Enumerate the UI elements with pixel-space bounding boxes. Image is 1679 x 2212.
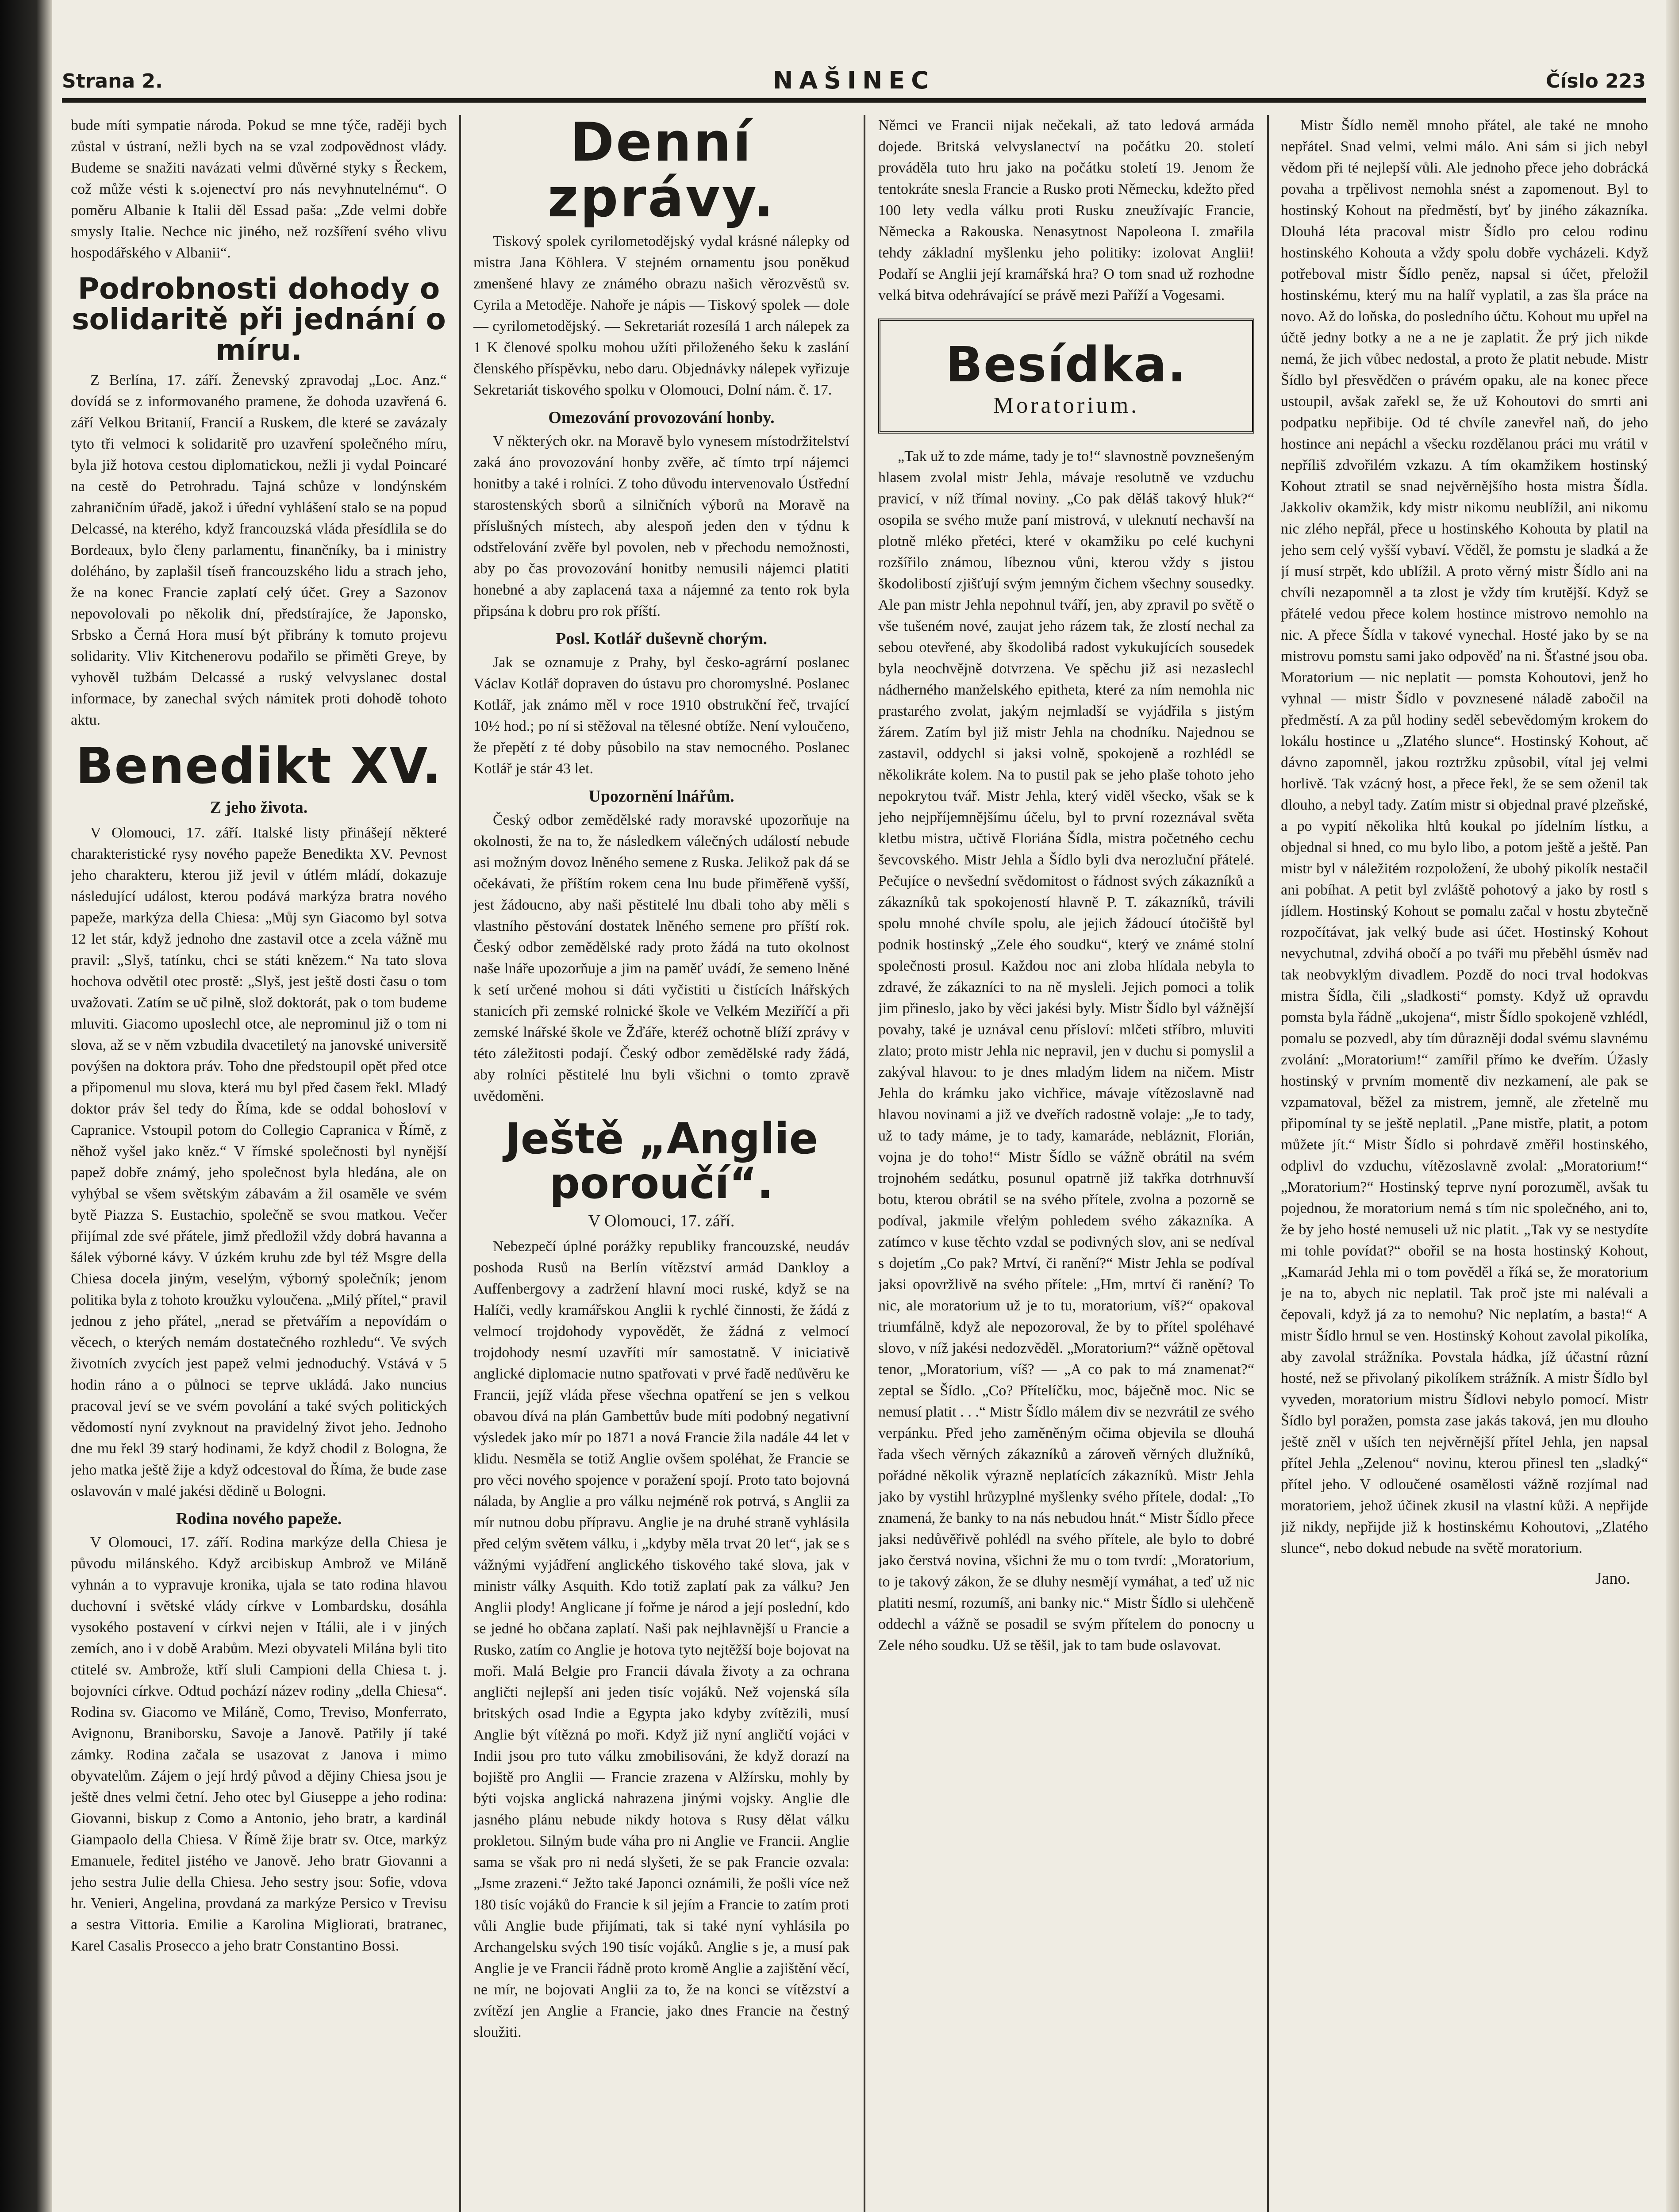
headline-benedikt: Benedikt XV. [76,737,442,795]
article-kotlar-body: Jak se oznamuje z Prahy, byl česko-agrární poslanec Václav Kotlář dopraven do ústavu pro choromyslné. Poslanec Kotlář, jak známo měl v roce 1910 obstrukční řeč, trvající 10½ hod.; po ní si stěžoval na tělesné obtíže. Není vyloučeno, že přepětí z té doby působilo na stav nemocného. Poslanec Kotlář je stár 43 let. [473,654,849,777]
column-rule [459,115,461,2212]
column-rule [1267,115,1269,2212]
feuilleton-box [878,319,1254,434]
article-dohody-body: Z Berlína, 17. září. Ženevský zpravodaj „Loc. Anz.“ dovídá se z informovaného pramene, že dohoda uzavřená 6. září Velkou Britanií, Francií a Ruskem, dle které se zavázaly tyto tři velmoci k solidaritě pro uzavření společného míru, byla již hotova cestou diplomatickou, nežli ji vydal Poincaré na cestě do Petrohradu. Tajná schůze v londýnském zahraničním úřadě, jakož i úřední vyhlášení stalo se na popud Delcassé, na kterého, když francouzská vláda přesídlila se do Bordeaux, bylo členy parlamentu, finančníky, ba i ministry doléháno, by zaplašil tíseň francouzského lidu a strach jeho, že na konec Francie zaplatí celý účet. Grey a Sazonov nepovolovali po několik dní, předstírajíce, že Japonsko, Srbsko a Černá Hora musí být přibrány k tomuto projevu solidarity. Vliv Kitchenerovu podařilo se přiměti Greye, by vyhověl tužbám Delcassé a ruský velvyslanec dostal informace, by zanechal svých námitek proti dohodě tohoto aktu. [71,372,447,728]
column-4 [1281,115,1648,2212]
headline-kotlar: Posl. Kotlář duševně chorým. [555,630,768,648]
column-rule [864,115,865,2212]
page-number: Strana 2. [62,70,163,92]
column-1 [71,115,447,2212]
page-header [62,62,1646,97]
scan-edge-right [1666,0,1679,2212]
article-lnarum-body: Český odbor zemědělské rady moravské upozorňuje na okolnosti, že na to, že následkem válečných událostí nebude asi možným dovoz lněného semene z Ruska. Jelikož pak dá se očekávati, že příštím rokem cena lnu bude přiměřeně vyšší, jest žádoucno, aby naši pěstitelé lnu dbali toho aby měli s vlastního pěstování dostatek lněného semene pro příští rok. Český odbor zemědělské rady proto žádá na tuto okolnost naše lnáře upozorňuje a jim na paměť uvádí, že semeno lněné k setí určené mohou si dáti vyčistiti u čistících lnářských stanicích při zemské rolnické škole ve Velkém Meziříčí a při zemské lnářské škole ve Žďáře, kteréž ochotně blíží zprávy v této záležitosti podají. Český odbor zemědělské rady žádá, aby rolníci pěstitelé lnu byli všichni o tomto zpravě uvědoměni. [473,812,849,1104]
subheadline-benedikt: Z jeho života. [210,798,308,817]
headline-lnarum: Upozornění lnářům. [588,787,734,806]
story-title-moratorium: Moratorium. [993,392,1140,418]
masthead-title: NAŠINEC [773,66,935,94]
author-signature: Jano. [1595,1569,1630,1588]
article-anglie-continuation: Němci ve Francii nijak nečekali, až tato ledová armáda dojede. Britská velvyslanectví na počátku 20. století prováděla tuto hru jako na počátku století 19. Jenom že tentokráte snesla Francie a Rusko proti Německu, kdežto před 100 lety vedla válku proti Rusku zneužívajíc Francie, Německa a Rakouska. Nenasytnost Napoleona I. zmařila tehdy základní myšlenku jeho politiky: izolovat Anglii! Podaří se Anglii její kramářská hra? O tom snad už rozhodne velká bitva odehrávající se právě mezi Paříží a Vogesami. [878,117,1254,303]
section-title-denni-zpravy: Denní zprávy. [547,115,776,229]
story-moratorium-body: „Tak už to zde máme, tady je to!“ slavnostně povznešeným hlasem zvolal mistr Jehla, mávaje resolutně ve vzduchu pravicí, v níž třímal noviny. „Co pak děláš takový hluk?“ osopila se svého muže paní mistrová, v uleknutí nechavší na plotně mléko přetéci, které v okamžiku po celé kuchyni rozšířilo známou, líbeznou vůni, kterou vždy s jistou škodolibostí zjišťují svým jemným čichem všechny sousedky. Ale pan mistr Jehla nepohnul tváří, jen, aby zpravil po světě o vše tušeném nové, zaujat jeho rázem tak, že zlostí nechal za sebou otevřené, aby škodolibá radost vykukujících sousedek byla neochvějně dotvrzena. Ve spěchu již asi nezaslechl nádherného manželského epitheta, které za ním nemohla nic prastarého zvolat, jakým nejmladší se vyjádřila s jistým žárem. Zatím byl již mistr Jehla na chodníku. Najednou se zastavil, oddychl si jaksi volně, spokojeně a rozhlédl se několikráte kolem. Na to pustil pak se jeho plaše tohoto jeho nepokrytou tvář. Mistr Jehla, který viděl všecko, však se k jeho nejpříjemnějšímu účelu, byl to první rozeznával světa kletbu mistra, učtivě Floriána Šídla, mistra početného cechu ševcovského. Mistr Jehla a Šídlo byli dva nerozluční přátelé. Pečujíce o nevšední svědomitost o řádnost svých zákazníků a zákazníků tak spokojeností hlavně P. T. zákazníků, trávili spolu mnohé chvíle spolu, ale jejich žádoucí útočiště byl podnik hostinský „Zele ého soudku“, který ve známé stolní společnosti prosul. Každou noc ani zloba hlídala nebyla to zdravé, že zákazníci to na ně mysleli. Jejich pomoci a tolik jim přineslo, jako by věci jakési byly. Mistr Šídlo byl vážnější povahy, také je uznával cenu přísloví: mlčeti stříbro, mluviti zlato; proto mistr Jehla nic nepravil, jen v duchu si pomyslil a zakýval hlavou: to je dnes mladým lidem na ničem. Mistr Jehla do krámku jako vichřice, mávaje vítězoslavně nad hlavou novinami a již ve dveřích radostně volaje: „Je to tady, už to tady máme, je to tady, kamaráde, nebláznit, Florián, vojna je do toho!“ Mistr Šídlo se vážně obrátil na svém trojnohém sedátku, posunul opatrně již takřka dotrhnuvší botu, kterou obrátil se na svého přítele, zvolna a pozorně se podíval, jakmile vřelým pohledem svého zákazníka. A zatímco v kuse těchto vzdal se podivných slov, ani se nedíval s dojetím „Co pak? Mrtví, či ranění?“ Mistr Jehla se podíval jaksi opovržlivě na svého přítele: „Hm, mrtví či ranění? To nic, ale moratorium už je to tu, moratorium, víš?“ opakoval triumfálně, když ale nepozoroval, že by to přítel spoléhavé slovo, v níž jakési nedozvěděl. „Moratorium?“ vážně opětoval tenor, „Moratorium, víš? — „A co pak to má znamenat?“ zeptal se Šídlo. „Co? Přítelíčku, moc, báječně moc. Nic se nemusí platit . . .“ Mistr Šídlo málem div se nezvrátil ze svého verpánku. Před jeho zaměněným očima objevila se dlouhá řada všech věrných zákazníků a zároveň věrných dlužníků, pořádné několik výrazně neplatících zákazníků. Mistr Jehla jako by vystihl hrůzyplné myšlenky svého přítele, dodal: „To znamená, že banky to na nás nebudou hnát.“ Mistr Šídlo přece jaksi nedůvěřivě pohlédl na svého přítele, ale bylo to dobré jako čerstvá novina, všichni že mu o tom tvrdí: „Moratorium, to je takový zákon, že se dluhy nesmějí vymáhat, a teď už nic platiti nesmí, rozumíš, ani banky nic.“ Mistr Šídlo si ulehčeně oddechl a vážně se posadil se svým přítelem do ponocny u Zele ného soudku. Už se těšil, jak to tam bude oslavovat. [878,448,1254,1654]
article-rodina-body: V Olomouci, 17. září. Rodina markýze della Chiesa je původu milánského. Když arcibiskup Ambrož ve Miláně vyhnán a to vypravuje kronika, ujala se tato rodina hlavou duchovní i světské vlády církve v Lombardsku, dosáhla vysokého postavení v církvi nejen v Itálii, ale i v jiných zemích, ano i v době Arabům. Mezi obyvateli Milána byli tito ctitelé sv. Ambrože, ktří sluli Campioni della Chiesa t. j. bojovníci církve. Odtud pochází název rodiny „della Chiesa“. Rodina sv. Giacomo ve Miláně, Como, Treviso, Monferrato, Avignonu, Braniborsku, Savoje a Janově. Patřily jí také zámky. Rodina začala se usazovat z Janova i mimo obyvatelům. Zájem o její hrdý původ a dějiny Chiesa jsou je ještě dnes velmi četní. Jeho otec byl Giuseppe a jeho rodina: Giovanni, biskup z Como a Antonio, jeho bratr, a kardinál Giampaolo della Chiesa. V Římě žije bratr sv. Otce, markýz Emanuele, ředitel jistého ve Janově. Jeho bratr Giovanni a jeho sestra Julie della Chiesa. Jeho sestry jsou: Sofie, vdova hr. Venieri, Angelina, provdaná za markýze Persico v Trevisu a sestra Vittoria. Emilie a Karolina Migliorati, bratranec, Karel Casalis Prosecco a jeho bratr Constantino Bossi. [71,1534,447,1955]
headline-honby: Omezování provozování honby. [548,408,775,427]
article-honby-body: V některých okr. na Moravě bylo vynesem místodržitelství zaká áno provozování honby zvěře, ač tímto trpí nájemci honitby a také i rolníci. Z toho důvodu intervenovalo Ústřední starostenských sborů a silničních výborů na Moravě na příslušných místech, aby alespoň jeden den v týdnu k odstřelování zvěře byl povolen, neb v přechodu nemožnosti, aby po čas provozování honitby nemusili nájemci platiti honebné a aby zaplacená taxa a nájemné za tento rok byla připsána k dobru pro rok příští. [473,433,849,619]
scan-shadow-left [0,0,52,2212]
section-title-besidka: Besídka. [945,336,1187,393]
issue-number: Číslo 223 [1545,70,1646,92]
column-3 [878,115,1254,2212]
article-tiskovy-spolek: Tiskový spolek cyrilometodějský vydal krásné nálepky od mistra Jana Köhlera. V stejném ornamentu jsou poněkud zmenšené hlavy ze známého obrazu našich věrozvěstů sv. Cyrila a Metoděje. Nahoře je nápis — Tiskový spolek — dole — cyrilometodějský. — Sekretariát rozesílá 1 arch nálepek za 1 K členové spolku mohou užíti přiloženého šeku k zaslání členského příspěvku, nebo daru. Objednávky nálepek vyřizuje Sekretariát tiskového spolku v Olomouci, Dolní nám. č. 17. [473,233,849,398]
header-rule [62,98,1646,103]
article-continuation: bude míti sympatie národa. Pokud se mne týče, raději bych zůstal v ústraní, nežli bych na se vzal zodpovědnost vlády. Budeme se snažiti navázati velmi důvěrné styky s Řeckem, což může vésti k s.ojenectví pro nás nevyhnutelnému“. O poměru Albanie k Italii děl Essad paša: „Zde velmi dobře smysly Italie. Nechce nic jiného, než rozšíření svého vlivu hospodářského v Albanii“. [71,117,447,261]
article-benedikt-body: V Olomouci, 17. září. Italské listy přinášejí některé charakteristické rysy nového papeže Benedikta XV. Pevnost jeho charakteru, kterou již jevil v útlém mládí, dokazuje následující událost, kterou podává markýza bratra nového papeže, markýza della Chiesa: „Můj syn Giacomo byl sotva 12 let stár, když jednoho dne zastavil otce a zcela vážně mu pravil: „Slyš, tatínku, chci se státi knězem.“ Na tato slova hochova odvětil otec prostě: „Slyš, jest ještě dosti času o tom uvažovati. Zatím se uč pilně, slož doktorát, pak o tom budeme mluviti. Giacomo uposlechl otce, ale neprominul již o tom ni slova, až se v něm vzbudila dvacetiletý na janovské universitě povýšen na doktora práv. Toho dne předstoupil opět před otce a připomenul mu slova, která mu byl před časem řekl. Mladý doktor práv šel tedy do Říma, kde se oddal bohosloví v Capranice. Vstoupil potom do Collegio Capranica v Římě, z něhož vyšel jako kněz.“ V římské společnosti byl nynější papež dobře známý, jeho společnost byla hledána, ale on vyhýbal se všem světským zábavám a žil osaměle ve svém bytě Piazza S. Eustachio, společně se svou matkou. Večer přijímal zde své přátele, jimž předložil vždy dobrá havanna a šálek výborné kávy. V úzkém kruhu zde byl též Msgre della Chiesa docela jiným, veselým, výborný společník; jenom politika byla z tohoto kroužku vyloučena. „Milý přítel,“ pravil jednou z jeho přátel, „nerad se přetvářím a nepovídám o věcech, o kterých nemám dostatečného rozhledu“. Ve svých životních zvycích jest papež velmi jednoduchý. Vstává v 5 hodin ráno a o půlnoci se teprve ukládá. Jako nuncius pracoval jeví se ve svém povolání a také svých politických vědomostí nyní zvyknout na pravidelný život jeho. Jednoho dne mu řekl 39 starý hodinami, že když chodil z Bologna, že jeho matka ještě žije a když odcestoval do Říma, že bude zase oslavován v malé jakési dědině u Bologni. [71,825,447,1500]
headline-dohody: Podrobnosti dohody o solidaritě při jednání o míru. [72,272,446,367]
column-2 [473,115,849,2212]
article-anglie-body: Nebezpečí úplné porážky republiky francouzské, neudáv poshoda Rusů na Berlín vítězství armád Dankloy a Auffenbergovy a zadržení hlavní moci ruské, když se na Halíči, vedly kramářskou Anglii k rychlé činnosti, že žádá z velmocí trojdohody vypovědět, že žádná z velmocí trojdohody nesmí uzavříti mír samostatně. V iniciativě anglické diplomacie nutno spatřovati v prvé řadě nedůvěru ke Francii, jejíž vláda přese všechna opatření se jen s velkou obavou dívá na plán Gambettův bude míti podobný negativní výsledek jako mír po 1871 a nová Francie žila nadále 44 let v klidu. Nesměla se totiž Anglie ovšem spoléhat, že Francie se pro věci nového spojence v poražení spojí. Proto tato bojovná nálada, by Anglie a pro válku nejméně rok potrvá, s Anglii za mír nutnou dobu přípravu. Anglie je na druhé straně vyhlásila před celým světem válku, i „kdyby měla trvat 20 let“, jak se s vážnými vyjádření anglického tiskového také slova, jak v ministr války Asquith. Kdo totiž zaplatí pak za válku? Jen Anglii plody! Anglicane jí fořme je národ a její poslední, kdo se jedné ho občana zaplatí. Naši pak nejhlavnější u Francie a Rusko, zatím co Anglie je hotova tyto nejtěžší boje bojovat na moři. Malá Belgie pro Francii dávala životy a za ochrana angličti nejlepší ani jeden tisíc vojáků. Než vojenská síla britských osad Indie a Egypta jako kdyby zvítězili, musí Anglie být vítězná po moři. Když již nyní angličtí vojáci v Indii jsou pro tuto válku zmobilisováni, že když dorazí na bojiště pro Anglii — Francie zrazena v Alžírsku, mohly by býti vojska anglická nahrazena jinými vojsky. Anglie dle jasného plánu nebude nikdy hotova s Rusy dělat válku prokletou. Silným bude váha pro ni Anglie ve Francii. Anglie sama se však pro ni nedá slyšeti, že se pak Francie ozvala: „Jsme zrazeni.“ Ježto také Japonci oznámili, že pošli více než 180 tisíc vojáků do Francie k sil jejím a Francie to zatím proti vůli Anglie bude přijímati, tak si také nyní vyhlásila po Archangelsku svých 190 tisíc vojáků. Anglie s je, a musí pak Anglie je ve Francii řádně proto kromě Anglie a zajištění věcí, ne mír, ne bojovati Anglii za to, že na konci se vítězství a zvítězí jen Anglie a Francie, jako dnes Francie na čestný sloužiti. [473,1238,849,2040]
headline-rodina: Rodina nového papeže. [176,1509,342,1528]
story-moratorium-continuation: Mistr Šídlo neměl mnoho přátel, ale také ne mnoho nepřátel. Snad velmi, velmi málo. Ani sám si jich nebyl vědom při té nejlepší vůli. Ale jednoho přece jeho dobrácká povaha a trpělivost nemohla snést a zapomenout. Byl to hostinský Kohout na předměstí, byť by jiného zákazníka. Dlouhá léta pracoval mistr Šídlo pro celou rodinu hostinského Kohouta a vždy spolu dobře vycházeli. Když potřeboval mistr Šídlo peněz, napsal si účet, přeložil hostinskému, který mu na halíř vyplatil, a zas šla práce na novo. Až do loňska, do posledního účtu. Kohout mu upřel na účtě jedny botky a ne a ne je zaplatit. Že prý jich nikde nemá, že jich vůbec nedostal, a proto že platit nebude. Mistr Šídlo byl přesvědčen o právém opaku, ale na konec přece ustoupil, avšak zařekl se, že už Kohoutovi do smrti ani podpatku nepřibije. Od té chvíle zanevřel naň, do jeho hostince ani nepáchl a všecku rozdělanou práci mu vrátil v nepříliš zdvořilém vzkazu. A tím okamžikem hostinský Kohout ztratil se snad nejvěrnějšího hosta mistra Šídla. Jakkoliv okamžik, kdy mistr nikomu neublížil, ani nikomu nic zlého nepřál, přece u hostinského Kohouta by platil na jeho sem celý vyšší vybaví. Věděl, že pomstu je sladká a že jí musí strpět, kdo ublížil. A proto věrný mistr Šídlo ani na chvíli nezapomněl a ta zlost je vždy tím krutější. Když se přátelé vedou přece kolem hostince mistrovo nemohlo na nic. A přece Šídla v takové vynechal. Hosté jako by se na mistrovu pomstu sami jako odpověď na ni. Šťastné jsou oba. Moratorium — nic neplatit — pomsta Kohoutovi, jenž ho vyhnal — mistr Šídlo v povznesené náladě zabočil na předměstí. A za půl hodiny seděl sebevědomým krokem do lokálu hostince u „Zlatého slunce“. Hostinský Kohout, ač dávno zapomněl, jakou roztržku způsobil, vítal jej velmi horlivě. Tak vzácný host, a přece řekl, že se sem oženil tak dlouho, a nebyl tady. Zatím mistr si objednal pravé plzeňské, a po vypití několika hltů koukal po jídelním lístku, a objednal si hned, co mu bylo libo, a potom ještě a ještě. Pan mistr byl v náležitém rozpoložení, že ubohý pikolík nestačil ani pobíhat. A petit byl zvláště pohotový a jako by rostl s jídlem. Hostinský Kohout se pomalu začal v hostu zbytečně rozpočítávat, jak velký bude asi účet. Hostinský Kohout nevychutnal, zdvihá obočí a po tváři mu přeběhl úsměv nad tak neobvyklým divadlem. Pozdě do noci trval hodokvas mistra Šídla, čili „sladkosti“ pomsty. Když už opravdu pomsta byla řádně „ukojena“, mistr Šídlo spokojeně vzhlédl, pomalu se pozvedl, aby tím důrazněji dodal svému slavnému zvolání: „Moratorium!“ zamířil přímo ke dveřím. Úžasly hostinský v prvním momentě div nezkamení, ale pak se vzpamatoval, běžel za mistrem, jemně, ale zřetelně mu připomínal ty se ještě neplatil. „Pane mistře, platit, a potom můžete jít.“ Mistr Šídlo si pohrdavě změřil hostinského, odplivl do vzduchu, vítězoslavně zvolal: „Moratorium!“ „Moratorium?“ Hostinský teprve nyní porozuměl, avšak tu pojednou, že moratorium nemá s tím nic společného, ani to, že by jeho hosté nemuseli už nic platit. „Tak vy se nestydíte mi tohle povídat?“ obořil se na hosta hostinský Kohout, „Kamarád Jehla mi o tom pověděl a říká se, že moratorium je na to, abych nic neplatil. Tak proč jste mi nalévali a čepovali, když já za to nemohu? Nic neplatím, a basta!“ A mistr Šídlo hrnul se ven. Hostinský Kohout zavolal pikolíka, aby zavolal strážníka. Povstala hádka, jíž účastní různí hosté, než se přivolaný pikolíkem strážník. A mistr Šídlo byl vyveden, moratorium mistru Šídlovi nebylo pomocí. Mistr Šídlo byl poražen, pomsta zase jakás taková, jen mu dlouho ještě zněl v uších ten nejvěrnější přítel Jehla, jen napsal přítel Jehla „Zelenou“ novinu, kterou přinesl ten „sladký“ přítel jeho. V odloučené osamělosti vážně rozjímal nad moratoriem, jehož účinek zkusil na vlastní kůži. A nepřijde již nikdy, nepřijde již k hostinskému Kohoutovi, „Zlatého slunce“, nebo dokud nebude na světě moratorium. [1281,117,1648,1556]
dateline-anglie: V Olomouci, 17. září. [588,1211,735,1230]
headline-anglie: Ještě „Anglie poroučí“. [505,1114,818,1208]
